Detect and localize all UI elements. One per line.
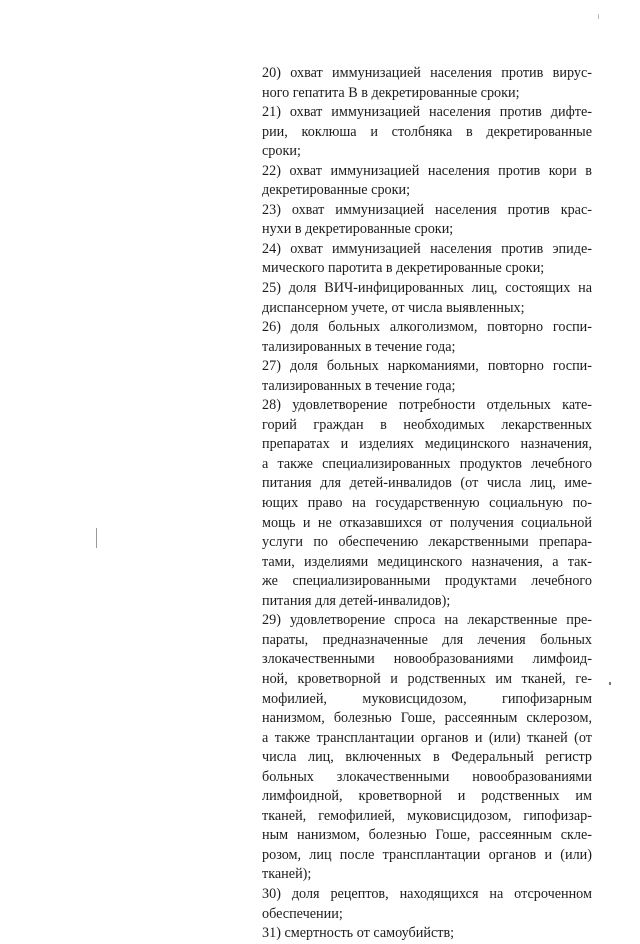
text-line: услуги по обеспечению лекарственными препара- (262, 534, 592, 551)
text-line: диспансерном учете, от числа выявленных; (262, 299, 525, 316)
text-line: 26) доля больных алкоголизмом, повторно госпи- (262, 319, 592, 336)
text-line: розом, лиц после трансплантации органов и (или) (262, 846, 592, 863)
text-line: больных злокачественными новообразованиями (262, 768, 592, 785)
text-line: лимфоидной, кроветворной и родственных им (262, 788, 592, 805)
text-line: ного гепатита В в декретированные сроки; (262, 84, 520, 101)
text-line: нухи в декретированные сроки; (262, 221, 454, 238)
text-line: мощь и не отказавшихся от получения социальной (262, 514, 592, 531)
document-text (262, 64, 592, 944)
text-line: 23) охват иммунизацией населения против крас- (262, 201, 592, 218)
text-line: а также специализированных продуктов лечебного (262, 455, 592, 472)
text-line: тами, изделиями медицинского назначения, а так- (262, 553, 592, 570)
text-line: нанизмом, болезнью Гоше, рассеянным склерозом, (262, 710, 592, 727)
text-line: ным нанизмом, болезнью Гоше, рассеянным скле- (262, 827, 592, 844)
text-line: питания для детей-инвалидов (от числа лиц, име- (262, 475, 592, 492)
text-line: 25) доля ВИЧ-инфицированных лиц, состоящих на (262, 280, 592, 297)
scan-speck (609, 682, 611, 685)
text-line: ющих право на государственную социальную по- (262, 495, 592, 512)
text-line: сроки; (262, 143, 301, 160)
text-line: параты, предназначенные для лечения больных (262, 631, 592, 648)
text-line: тканей, гемофилией, муковисцидозом, гипофизар- (262, 807, 592, 824)
text-line: тализированных в течение года; (262, 338, 456, 355)
text-line: тализированных в течение года; (262, 377, 456, 394)
text-line: мофилией, муковисцидозом, гипофизарным (262, 690, 592, 707)
text-line: питания для детей-инвалидов); (262, 592, 451, 609)
text-line: 24) охват иммунизацией населения против эпиде- (262, 240, 592, 257)
text-line: 31) смертность от самоубийств; (262, 925, 455, 942)
text-line: горий граждан в необходимых лекарственных (262, 416, 592, 433)
text-line: 22) охват иммунизацией населения против кори в (262, 162, 592, 179)
text-line: 21) охват иммунизацией населения против дифте- (262, 104, 592, 121)
text-line: 29) удовлетворение спроса на лекарственные пре- (262, 612, 592, 629)
text-line: а также трансплантации органов и (или) тканей (от (262, 729, 592, 746)
text-line: обеспечении; (262, 905, 343, 922)
text-line: 20) охват иммунизацией населения против вирус- (262, 65, 592, 81)
text-line: тканей); (262, 866, 312, 883)
text-line: 27) доля больных наркоманиями, повторно госпи- (262, 358, 592, 375)
text-line: злокачественными новообразованиями лимфоид- (262, 651, 592, 668)
text-line: 28) удовлетворение потребности отдельных кате- (262, 397, 592, 414)
text-line: ной, кроветворной и родственных им тканей, ге- (262, 670, 592, 687)
text-line: декретированные сроки; (262, 182, 411, 199)
text-line: препаратах и изделиях медицинского назначения, (262, 436, 592, 453)
text-line: числа лиц, включенных в Федеральный регистр (262, 749, 592, 766)
text-line: 30) доля рецептов, находящихся на отсроченном (262, 885, 592, 902)
scan-speck (598, 14, 599, 19)
scan-margin-mark (96, 528, 97, 548)
text-line: рии, коклюша и столбняка в декретированные (262, 123, 592, 140)
text-line: же специализированными продуктами лечебного (262, 573, 592, 590)
text-line: мического паротита в декретированные сроки; (262, 260, 545, 277)
